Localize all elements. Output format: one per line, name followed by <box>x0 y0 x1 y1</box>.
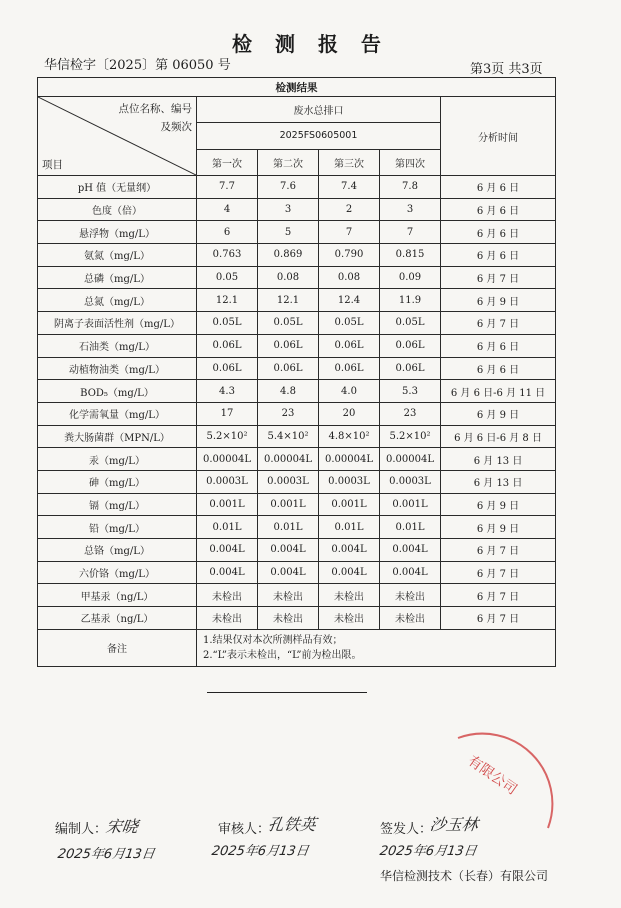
analysis-date: 6 月 6 日 <box>441 334 556 357</box>
result-value: 4 <box>197 198 258 221</box>
result-value: 0.0003L <box>197 470 258 493</box>
result-value: 0.05 <box>197 266 258 289</box>
result-value: 4.8×10² <box>319 425 380 448</box>
result-value: 11.9 <box>380 289 441 312</box>
result-value: 0.001L <box>258 493 319 516</box>
result-value: 7.4 <box>319 176 380 199</box>
remark-line: 2.“L”表示未检出，“L”前为检出限。 <box>203 649 362 661</box>
result-value: 12.4 <box>319 289 380 312</box>
result-value: 未检出 <box>319 584 380 607</box>
result-value: 0.001L <box>197 493 258 516</box>
result-value: 0.00004L <box>380 448 441 471</box>
analysis-date: 6 月 7 日 <box>441 539 556 562</box>
item-name: 粪大肠菌群（MPN/L） <box>38 425 197 448</box>
table-row <box>38 425 556 448</box>
result-value: 5.2×10² <box>380 425 441 448</box>
analysis-date: 6 月 6 日-6 月 11 日 <box>441 380 556 403</box>
result-value: 0.01L <box>258 516 319 539</box>
result-value: 12.1 <box>258 289 319 312</box>
result-value: 23 <box>380 402 441 425</box>
result-value: 0.01L <box>319 516 380 539</box>
result-value: 0.06L <box>197 334 258 357</box>
approver-label: 签发人： <box>380 822 433 837</box>
item-name: 甲基汞（ng/L） <box>38 584 197 607</box>
result-value: 7 <box>380 221 441 244</box>
analysis-date: 6 月 6 日-6 月 8 日 <box>441 425 556 448</box>
result-value: 20 <box>319 402 380 425</box>
analysis-date: 6 月 13 日 <box>441 448 556 471</box>
remarks-label: 备注 <box>38 629 197 666</box>
table-row <box>38 402 556 425</box>
result-value: 7.6 <box>258 176 319 199</box>
analysis-date: 6 月 6 日 <box>441 244 556 267</box>
compiler-label: 编制人： <box>55 822 108 837</box>
remark-line: 1.结果仅对本次所测样品有效； <box>203 634 343 646</box>
result-value: 0.869 <box>258 244 319 267</box>
result-value: 0.004L <box>380 539 441 562</box>
table-title-row <box>38 78 556 97</box>
result-value: 0.06L <box>319 334 380 357</box>
result-value: 0.004L <box>319 561 380 584</box>
remarks-row <box>38 629 556 666</box>
result-value: 3 <box>258 198 319 221</box>
result-value: 0.06L <box>319 357 380 380</box>
compiler-signature: 宋晓 <box>104 817 140 836</box>
result-value: 0.06L <box>380 334 441 357</box>
run-header: 第一次 <box>197 149 258 175</box>
result-value: 0.05L <box>258 312 319 335</box>
results-table <box>37 77 556 667</box>
result-value: 4.3 <box>197 380 258 403</box>
run-header: 第四次 <box>380 149 441 175</box>
analysis-date: 6 月 9 日 <box>441 493 556 516</box>
table-row <box>38 312 556 335</box>
result-value: 0.08 <box>258 266 319 289</box>
table-row <box>38 289 556 312</box>
table-row <box>38 357 556 380</box>
result-value: 0.05L <box>319 312 380 335</box>
item-name: 色度（倍） <box>38 198 197 221</box>
result-value: 0.004L <box>197 561 258 584</box>
company-name: 华信检测技术（长春）有限公司 <box>380 869 549 883</box>
result-value: 0.09 <box>380 266 441 289</box>
run-header: 第二次 <box>258 149 319 175</box>
approver-signature: 沙玉林 <box>428 815 480 834</box>
table-row <box>38 334 556 357</box>
result-value: 0.001L <box>380 493 441 516</box>
report-title: 检 测 报 告 <box>232 32 389 56</box>
result-value: 0.00004L <box>319 448 380 471</box>
result-value: 12.1 <box>197 289 258 312</box>
analysis-time-header: 分析时间 <box>441 97 556 176</box>
result-value: 7.7 <box>197 176 258 199</box>
item-name: 阴离子表面活性剂（mg/L） <box>38 312 197 335</box>
item-name: BOD₅（mg/L） <box>38 380 197 403</box>
seal-text: 有限公司 <box>464 752 520 799</box>
result-value: 5.3 <box>380 380 441 403</box>
item-name: pH 值（无量纲） <box>38 176 197 199</box>
result-value: 未检出 <box>197 607 258 630</box>
header-row-1 <box>38 97 556 123</box>
analysis-date: 6 月 9 日 <box>441 402 556 425</box>
analysis-date: 6 月 7 日 <box>441 607 556 630</box>
analysis-date: 6 月 7 日 <box>441 584 556 607</box>
corner-top-line1: 点位名称、编号 <box>118 103 192 115</box>
result-value: 0.0003L <box>380 470 441 493</box>
result-value: 0.08 <box>319 266 380 289</box>
analysis-date: 6 月 6 日 <box>441 221 556 244</box>
result-value: 0.05L <box>380 312 441 335</box>
reviewer-signature: 孔铁英 <box>266 815 318 834</box>
analysis-date: 6 月 7 日 <box>441 266 556 289</box>
result-value: 5.4×10² <box>258 425 319 448</box>
result-value: 2 <box>319 198 380 221</box>
result-value: 0.004L <box>197 539 258 562</box>
analysis-date: 6 月 7 日 <box>441 561 556 584</box>
table-row <box>38 244 556 267</box>
corner-bottom-label: 项目 <box>42 159 63 171</box>
table-row <box>38 470 556 493</box>
result-value: 0.004L <box>319 539 380 562</box>
result-value: 7 <box>319 221 380 244</box>
reviewer-date: 2025年6月13日 <box>210 844 310 859</box>
result-value: 6 <box>197 221 258 244</box>
end-divider <box>207 692 367 693</box>
table-row <box>38 198 556 221</box>
analysis-date: 6 月 6 日 <box>441 357 556 380</box>
run-header: 第三次 <box>319 149 380 175</box>
result-value: 23 <box>258 402 319 425</box>
result-value: 17 <box>197 402 258 425</box>
item-name: 镉（mg/L） <box>38 493 197 516</box>
table-row <box>38 221 556 244</box>
result-value: 0.004L <box>258 561 319 584</box>
result-value: 0.06L <box>197 357 258 380</box>
analysis-date: 6 月 7 日 <box>441 312 556 335</box>
result-value: 5.2×10² <box>197 425 258 448</box>
result-value: 0.0003L <box>258 470 319 493</box>
table-row <box>38 516 556 539</box>
result-value: 0.815 <box>380 244 441 267</box>
result-value: 5 <box>258 221 319 244</box>
analysis-date: 6 月 6 日 <box>441 198 556 221</box>
result-value: 0.00004L <box>197 448 258 471</box>
result-value: 未检出 <box>319 607 380 630</box>
table-row <box>38 380 556 403</box>
item-name: 总氮（mg/L） <box>38 289 197 312</box>
compiler-date: 2025年6月13日 <box>56 847 156 862</box>
item-name: 化学需氧量（mg/L） <box>38 402 197 425</box>
result-value: 未检出 <box>197 584 258 607</box>
item-name: 汞（mg/L） <box>38 448 197 471</box>
remarks-text <box>197 629 556 666</box>
table-row <box>38 607 556 630</box>
corner-top-label <box>119 100 193 136</box>
table-row <box>38 493 556 516</box>
result-value: 0.00004L <box>258 448 319 471</box>
result-value: 0.05L <box>197 312 258 335</box>
item-name: 总铬（mg/L） <box>38 539 197 562</box>
result-value: 0.0003L <box>319 470 380 493</box>
item-name: 砷（mg/L） <box>38 470 197 493</box>
approver-date: 2025年6月13日 <box>378 844 478 859</box>
item-name: 氨氮（mg/L） <box>38 244 197 267</box>
analysis-date: 6 月 13 日 <box>441 470 556 493</box>
result-value: 未检出 <box>258 584 319 607</box>
location-code: 2025FS0605001 <box>197 123 441 149</box>
result-value: 0.004L <box>258 539 319 562</box>
result-value: 未检出 <box>258 607 319 630</box>
result-value: 3 <box>380 198 441 221</box>
document-number: 华信检字〔2025〕第 06050 号 <box>44 58 231 73</box>
corner-top-line2: 及频次 <box>160 121 192 133</box>
result-value: 4.0 <box>319 380 380 403</box>
item-name: 石油类（mg/L） <box>38 334 197 357</box>
result-value: 0.004L <box>380 561 441 584</box>
table-row <box>38 539 556 562</box>
corner-header-cell <box>38 97 197 176</box>
table-row <box>38 176 556 199</box>
item-name: 乙基汞（ng/L） <box>38 607 197 630</box>
result-value: 4.8 <box>258 380 319 403</box>
results-body <box>38 176 556 630</box>
result-value: 7.8 <box>380 176 441 199</box>
reviewer-label: 审核人： <box>218 822 271 837</box>
result-value: 0.01L <box>197 516 258 539</box>
result-value: 0.001L <box>319 493 380 516</box>
analysis-date: 6 月 9 日 <box>441 516 556 539</box>
location-name: 废水总排口 <box>197 97 441 123</box>
item-name: 悬浮物（mg/L） <box>38 221 197 244</box>
table-row <box>38 561 556 584</box>
analysis-date: 6 月 6 日 <box>441 176 556 199</box>
item-name: 铅（mg/L） <box>38 516 197 539</box>
table-row <box>38 584 556 607</box>
result-value: 未检出 <box>380 607 441 630</box>
result-value: 未检出 <box>380 584 441 607</box>
result-value: 0.01L <box>380 516 441 539</box>
result-value: 0.06L <box>380 357 441 380</box>
section-title: 检测结果 <box>38 78 556 97</box>
page-info: 第3页 共3页 <box>470 62 543 77</box>
result-value: 0.06L <box>258 357 319 380</box>
result-value: 0.790 <box>319 244 380 267</box>
table-row <box>38 448 556 471</box>
analysis-date: 6 月 9 日 <box>441 289 556 312</box>
table-row <box>38 266 556 289</box>
item-name: 六价铬（mg/L） <box>38 561 197 584</box>
item-name: 总磷（mg/L） <box>38 266 197 289</box>
item-name: 动植物油类（mg/L） <box>38 357 197 380</box>
result-value: 0.06L <box>258 334 319 357</box>
result-value: 0.763 <box>197 244 258 267</box>
